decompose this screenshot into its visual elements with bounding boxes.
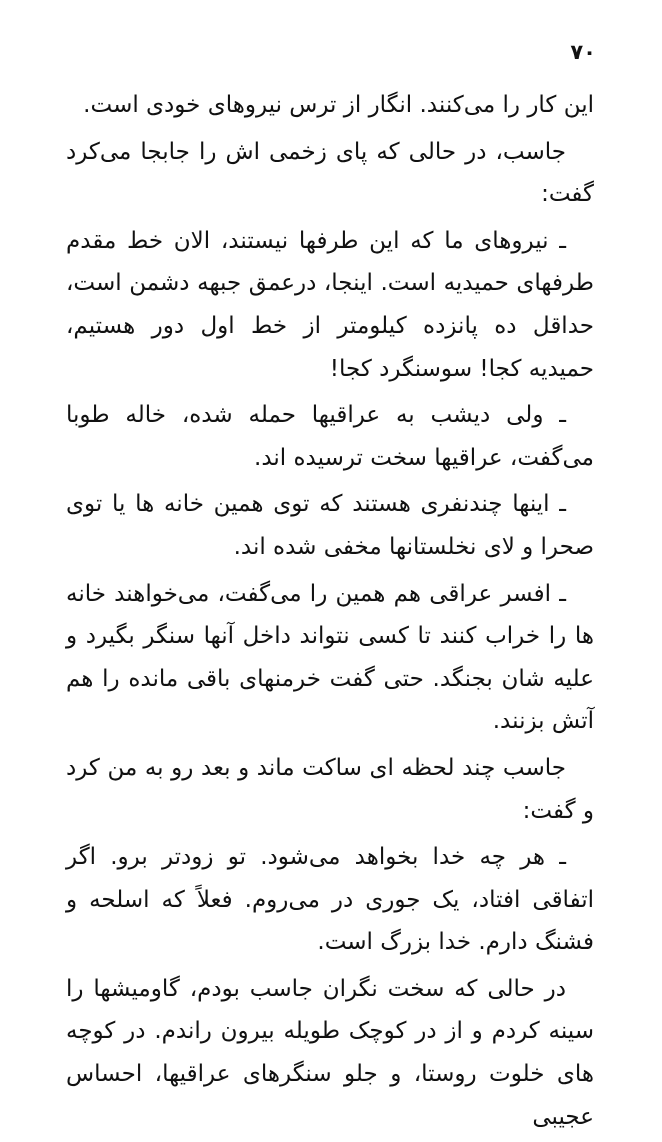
page-number: ۷۰ <box>570 40 596 64</box>
paragraph: ـ ولی دیشب به عراقیها حمله شده، خاله طوبا می‌گفت، عراقیها سخت ترسیده اند. <box>66 402 594 471</box>
paragraph: جاسب چند لحظه ای ساکت ماند و بعد رو به من کرد و گفت: <box>66 754 594 824</box>
paragraph: جاسب، در حالی که پای زخمی اش را جابجا می‌کرد گفت: <box>66 138 594 208</box>
body-text <box>66 84 594 1142</box>
paragraph: در حالی که سخت نگران جاسب بودم، گاومیشها را سینه کردم و از در کوچک طویله بیرون راندم. در کوچه های خلوت روستا، و جلو سنگرهای عراقیها، احساس عجیبی <box>66 975 594 1130</box>
paragraph: ـ اینها چندنفری هستند که توی همین خانه ها یا توی صحرا و لای نخلستانها مخفی شده اند. <box>66 491 594 560</box>
paragraph: ـ افسر عراقی هم همین را می‌گفت، می‌خواهند خانه ها را خراب کنند تا کسی نتواند داخل آنها سنگر بگیرد و علیه شان بجنگد. حتی گفت خرمنهای باقی مانده را هم آتش بزنند. <box>66 580 594 735</box>
paragraph: ـ نیروهای ما که این طرفها نیستند، الان خط مقدم طرفهای حمیدیه است. اینجا، درعمق جبهه دشمن است، حداقل ده پانزده کیلومتر از خط اول دور هستیم، حمیدیه کجا! سوسنگرد کجا! <box>66 227 594 382</box>
paragraph: ـ هر چه خدا بخواهد می‌شود. تو زودتر برو. اگر اتفاقی افتاد، یک جوری در می‌روم. فعلاً که اسلحه و فشنگ دارم. خدا بزرگ است. <box>66 844 594 956</box>
paragraph: این کار را می‌کنند. انگار از ترس نیروهای خودی است. <box>83 92 594 118</box>
